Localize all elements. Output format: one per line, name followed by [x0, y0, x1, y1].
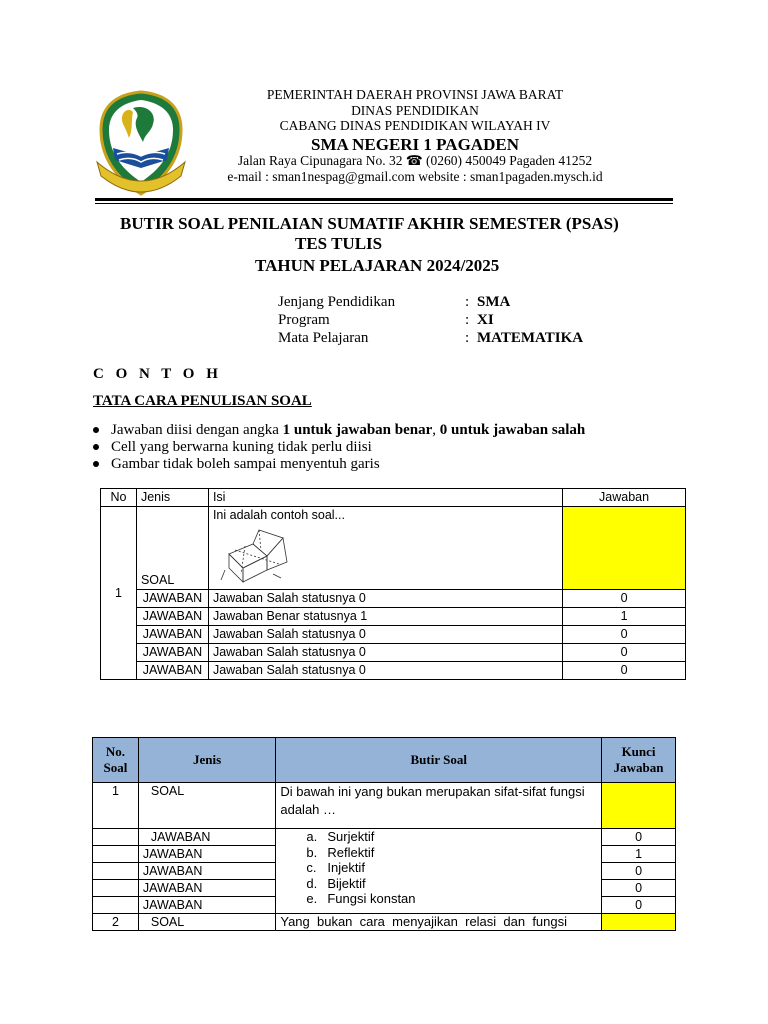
bullet-dot-icon	[93, 444, 99, 450]
answer-status: 0	[563, 590, 686, 608]
academic-year: TAHUN PELAJARAN 2024/2025	[255, 256, 500, 275]
answer-key: 0	[602, 863, 676, 880]
answer-key: 0	[602, 897, 676, 914]
info-label-mapel: Mata Pelajaran	[278, 330, 369, 346]
instruction-bullet	[93, 421, 585, 439]
table-header-row	[93, 738, 676, 783]
table-row	[101, 608, 686, 626]
empty-cell	[93, 897, 139, 914]
answer-text: Jawaban Salah statusnya 0	[208, 644, 562, 662]
answer-text: Jawaban Salah statusnya 0	[208, 590, 562, 608]
question-cell	[208, 507, 562, 590]
empty-cell	[93, 846, 139, 863]
row-type: JAWABAN	[138, 897, 275, 914]
header-jenis: Jenis	[136, 489, 208, 507]
option-letter: e.	[306, 891, 318, 906]
header-jenis: Jenis	[138, 738, 275, 783]
row-type: JAWABAN	[136, 662, 208, 680]
options-cell	[276, 829, 602, 914]
empty-cell	[93, 829, 139, 846]
table-row	[93, 829, 676, 846]
option-item	[306, 829, 597, 845]
info-value-jenjang: SMA	[477, 294, 511, 310]
question-table	[92, 737, 676, 931]
letterhead-government: PEMERINTAH DAERAH PROVINSI JAWA BARAT	[266, 87, 564, 102]
question-number: 2	[93, 914, 139, 931]
row-type: SOAL	[138, 783, 275, 829]
option-text: Bijektif	[327, 875, 366, 891]
question-number: 1	[101, 507, 137, 680]
option-item	[306, 860, 597, 876]
info-label-jenjang: Jenjang Pendidikan	[278, 294, 396, 310]
instruction-text: Cell yang berwarna kuning tidak perlu diisi	[111, 439, 372, 455]
instruction-text: ,	[432, 422, 440, 438]
school-emblem-logo	[93, 90, 189, 198]
option-item	[306, 891, 597, 907]
question-text: Ini adalah contoh soal...	[212, 508, 345, 522]
answer-key: 0	[602, 829, 676, 846]
header-kunci-jawaban: Kunci Jawaban	[602, 738, 676, 783]
table-row	[101, 590, 686, 608]
section-heading-tata-cara: TATA CARA PENULISAN SOAL	[93, 393, 312, 409]
header-jawaban: Jawaban	[563, 489, 686, 507]
answer-text: Jawaban Salah statusnya 0	[208, 626, 562, 644]
row-type: JAWABAN	[136, 626, 208, 644]
instruction-text: Jawaban diisi dengan angka	[111, 422, 283, 438]
instruction-bullet	[93, 455, 380, 473]
table-row	[101, 644, 686, 662]
option-item	[306, 844, 597, 861]
table-row	[93, 783, 676, 829]
letterhead-address: Jalan Raya Cipunagara No. 32 ☎ (0260) 450049 Pagaden 41252	[237, 153, 593, 168]
row-type: SOAL	[138, 914, 275, 931]
table-row	[101, 626, 686, 644]
row-type: JAWABAN	[138, 880, 275, 897]
info-colon: :	[465, 330, 470, 346]
bullet-dot-icon	[93, 427, 99, 433]
info-value-mapel: MATEMATIKA	[477, 330, 584, 346]
row-type: JAWABAN	[138, 863, 275, 880]
table-row	[101, 662, 686, 680]
example-question-table	[100, 488, 686, 680]
answer-cell-yellow	[563, 507, 686, 590]
document-subtitle: TES TULIS	[295, 234, 383, 253]
answer-key: 1	[602, 846, 676, 863]
row-type: JAWABAN	[138, 829, 275, 846]
instruction-bullet	[93, 438, 372, 456]
option-list	[280, 829, 597, 907]
row-type: SOAL	[136, 507, 208, 590]
question-number: 1	[93, 783, 139, 829]
letterhead-branch: CABANG DINAS PENDIDIKAN WILAYAH IV	[279, 118, 551, 133]
answer-status: 0	[563, 662, 686, 680]
row-type: JAWABAN	[138, 846, 275, 863]
answer-status: 1	[563, 608, 686, 626]
table-row	[101, 507, 686, 590]
answer-cell-yellow	[602, 914, 676, 931]
answer-status: 0	[563, 626, 686, 644]
letterhead-contact: e-mail : sman1nespag@gmail.com website : sman1pagaden.mysch.id	[227, 169, 603, 184]
option-item	[306, 875, 597, 892]
row-type: JAWABAN	[136, 590, 208, 608]
bullet-dot-icon	[93, 461, 99, 467]
answer-text: Jawaban Benar statusnya 1	[208, 608, 562, 626]
header-isi: Isi	[208, 489, 562, 507]
empty-cell	[93, 880, 139, 897]
letterhead-department: DINAS PENDIDIKAN	[351, 103, 479, 118]
option-letter: d.	[306, 875, 318, 891]
sample-cube-figure-image	[215, 524, 295, 584]
option-text: Reflektif	[327, 844, 375, 860]
info-colon: :	[465, 312, 470, 328]
option-text: Injektif	[327, 860, 365, 875]
answer-key: 0	[602, 880, 676, 897]
option-text: Surjektif	[327, 829, 375, 844]
table-header-row	[101, 489, 686, 507]
option-letter: c.	[306, 860, 317, 875]
header-no-soal: No. Soal	[93, 738, 139, 783]
letterhead-divider-thick	[95, 198, 673, 201]
question-text: Di bawah ini yang bukan merupakan sifat-sifat fungsi adalah …	[276, 783, 602, 829]
instruction-text: Gambar tidak boleh sampai menyentuh garis	[111, 456, 380, 472]
letterhead-divider-thin	[95, 203, 673, 204]
document-title: BUTIR SOAL PENILAIAN SUMATIF AKHIR SEMESTER (PSAS)	[120, 214, 619, 233]
info-colon: :	[465, 294, 470, 310]
answer-text: Jawaban Salah statusnya 0	[208, 662, 562, 680]
info-value-program: XI	[477, 312, 494, 328]
header-no: No	[101, 489, 137, 507]
option-text: Fungsi konstan	[327, 891, 416, 906]
instruction-bold-text: 1 untuk jawaban benar	[282, 422, 433, 438]
option-letter: a.	[306, 829, 318, 844]
answer-cell-yellow	[602, 783, 676, 829]
option-letter: b.	[306, 844, 318, 860]
row-type: JAWABAN	[136, 608, 208, 626]
instruction-bold-text: 0 untuk jawaban salah	[439, 422, 586, 438]
answer-status: 0	[563, 644, 686, 662]
header-butir-soal: Butir Soal	[276, 738, 602, 783]
info-label-program: Program	[278, 312, 330, 328]
question-text: Yang bukan cara menyajikan relasi dan fungsi	[276, 914, 602, 931]
table-row	[93, 914, 676, 931]
row-type: JAWABAN	[136, 644, 208, 662]
letterhead-school-name: SMA NEGERI 1 PAGADEN	[311, 135, 519, 154]
section-heading-contoh: C O N T O H	[93, 366, 222, 382]
empty-cell	[93, 863, 139, 880]
